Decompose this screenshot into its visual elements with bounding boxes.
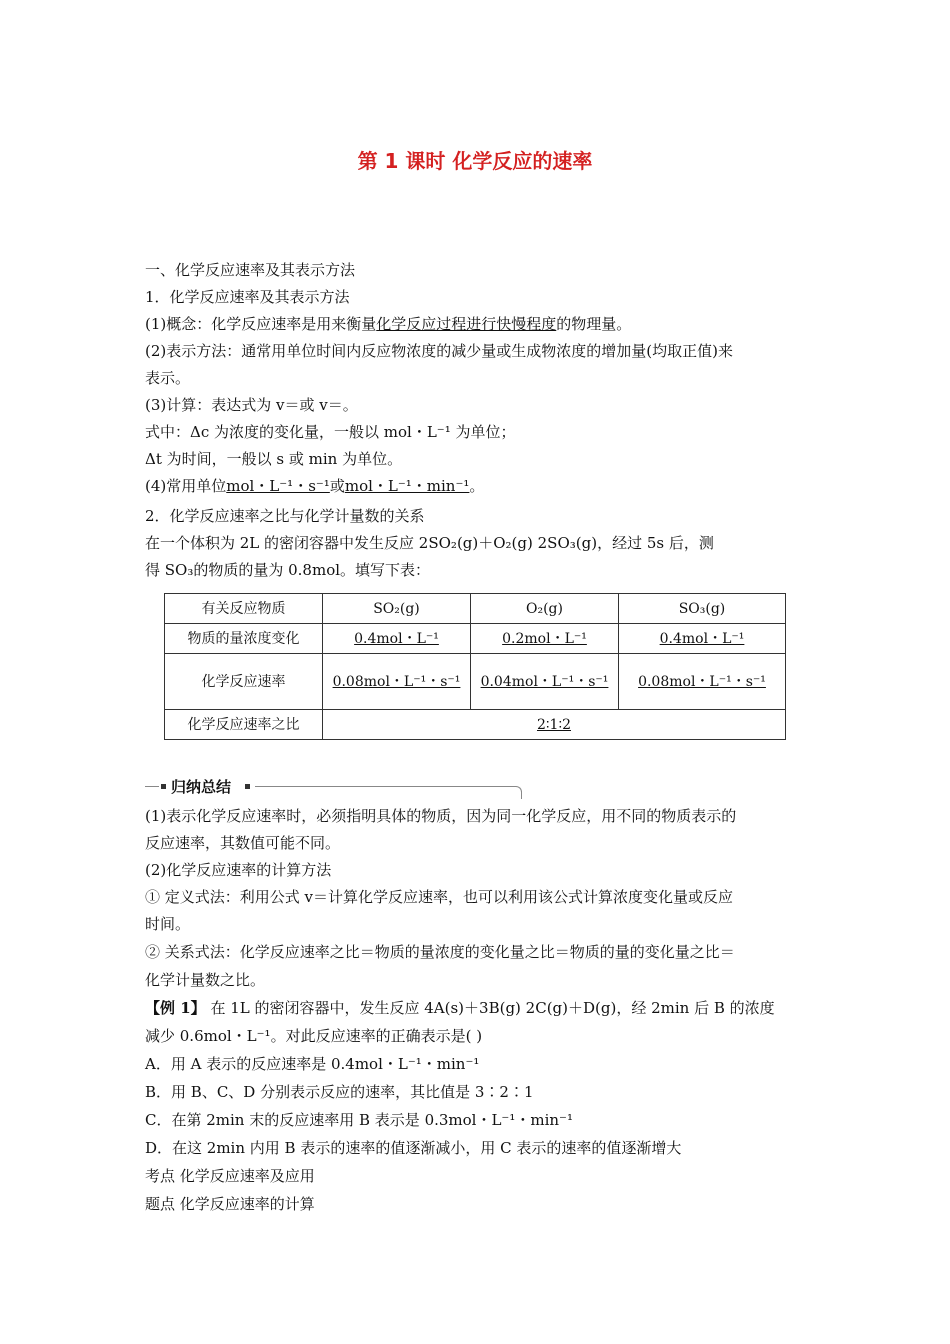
bullet-icon xyxy=(245,784,250,789)
method-paragraph: (2)表示方法：通常用单位时间内反应物浓度的减少量或生成物浓度的增加量(均取正值)来 xyxy=(145,342,733,360)
table-header: 有关反应物质 xyxy=(165,594,323,624)
option-d: D．在这 2min 内用 B 表示的速率的值逐渐减小，用 C 表示的速率的值逐渐增大 xyxy=(145,1139,682,1157)
table-header: O₂(g) xyxy=(471,594,619,624)
bullet-icon xyxy=(161,784,166,789)
table-row xyxy=(165,710,786,740)
underlined-answer: 化学反应过程进行快慢程度 xyxy=(376,315,557,333)
table-cell: 化学反应速率之比 xyxy=(165,710,323,740)
underlined-answer: mol・L⁻¹・min⁻¹ xyxy=(344,477,470,495)
text: 在 1L 的密闭容器中，发生反应 4A(s)＋3B(g) 2C(g)＋D(g)，经 2min 后 B 的浓度 xyxy=(205,999,775,1017)
table-cell: 化学反应速率 xyxy=(165,654,323,710)
reaction-paragraph-cont: 得 SO₃的物质的量为 0.8mol。填写下表： xyxy=(145,561,431,579)
summary-point-3-cont: 时间。 xyxy=(145,915,191,933)
reaction-table xyxy=(164,593,786,740)
table-cell: 0.4mol・L⁻¹ xyxy=(323,624,471,654)
underlined-answer: mol・L⁻¹・s⁻¹ xyxy=(226,477,330,495)
table-cell: 0.04mol・L⁻¹・s⁻¹ xyxy=(471,654,619,710)
summary-point-3: ① 定义式法：利用公式 v＝计算化学反应速率，也可以利用该公式计算浓度变化量或反应 xyxy=(145,888,734,906)
option-a: A．用 A 表示的反应速率是 0.4mol・L⁻¹・min⁻¹ xyxy=(145,1055,480,1073)
summary-point-4: ② 关系式法：化学反应速率之比＝物质的量浓度的变化量之比＝物质的量的变化量之比＝ xyxy=(145,943,735,961)
divider xyxy=(255,786,522,799)
subsection-2: 2．化学反应速率之比与化学计量数的关系 xyxy=(145,507,425,525)
tidian: 题点 化学反应速率的计算 xyxy=(145,1195,315,1213)
table-row xyxy=(165,624,786,654)
subsection-1: 1．化学反应速率及其表示方法 xyxy=(145,288,350,306)
text: (1)概念：化学反应速率是用来衡量 xyxy=(145,315,377,333)
kaodian: 考点 化学反应速率及应用 xyxy=(145,1167,315,1185)
formula-note: 式中：Δc 为浓度的变化量，一般以 mol・L⁻¹ 为单位； xyxy=(145,423,516,441)
time-note: Δt 为时间，一般以 s 或 min 为单位。 xyxy=(145,450,403,468)
table-cell: 2∶1∶2 xyxy=(323,710,786,740)
calc-paragraph: (3)计算：表达式为 v＝或 v＝。 xyxy=(145,396,358,414)
summary-point-4-cont: 化学计量数之比。 xyxy=(145,971,266,989)
option-c: C．在第 2min 末的反应速率用 B 表示是 0.3mol・L⁻¹・min⁻¹ xyxy=(145,1111,573,1129)
unit-paragraph xyxy=(145,476,484,496)
summary-header xyxy=(145,776,525,796)
table-row xyxy=(165,654,786,710)
table-header: SO₂(g) xyxy=(323,594,471,624)
concept-paragraph xyxy=(145,314,631,334)
table-cell: 0.4mol・L⁻¹ xyxy=(619,624,786,654)
method-paragraph-cont: 表示。 xyxy=(145,369,191,387)
table-cell: 物质的量浓度变化 xyxy=(165,624,323,654)
table-cell: 0.08mol・L⁻¹・s⁻¹ xyxy=(323,654,471,710)
text: 的物理量。 xyxy=(556,315,632,333)
text: 或 xyxy=(329,477,345,495)
summary-label: 归纳总结 xyxy=(171,778,232,796)
example-question xyxy=(145,998,775,1018)
summary-point-1-cont: 反应速率，其数值可能不同。 xyxy=(145,834,341,852)
reaction-paragraph: 在一个体积为 2L 的密闭容器中发生反应 2SO₂(g)＋O₂(g) 2SO₃(g)，经过 5s 后，测 xyxy=(145,534,714,552)
option-b: B．用 B、C、D 分别表示反应的速率，其比值是 3∶2∶1 xyxy=(145,1083,534,1101)
summary-point-2: (2)化学反应速率的计算方法 xyxy=(145,861,332,879)
page-title: 第 1 课时 化学反应的速率 xyxy=(357,149,593,173)
divider xyxy=(145,786,159,787)
text: (4)常用单位 xyxy=(145,477,227,495)
example-question-cont: 减少 0.6mol・L⁻¹。对此反应速率的正确表示是( ) xyxy=(145,1027,483,1045)
text: 。 xyxy=(469,477,485,495)
example-tag: 【例 1】 xyxy=(145,999,206,1017)
table-header: SO₃(g) xyxy=(619,594,786,624)
section-heading: 一、化学反应速率及其表示方法 xyxy=(145,261,356,279)
table-row xyxy=(165,594,786,624)
table-cell: 0.08mol・L⁻¹・s⁻¹ xyxy=(619,654,786,710)
table-cell: 0.2mol・L⁻¹ xyxy=(471,624,619,654)
summary-point-1: (1)表示化学反应速率时，必须指明具体的物质，因为同一化学反应，用不同的物质表示的 xyxy=(145,807,737,825)
